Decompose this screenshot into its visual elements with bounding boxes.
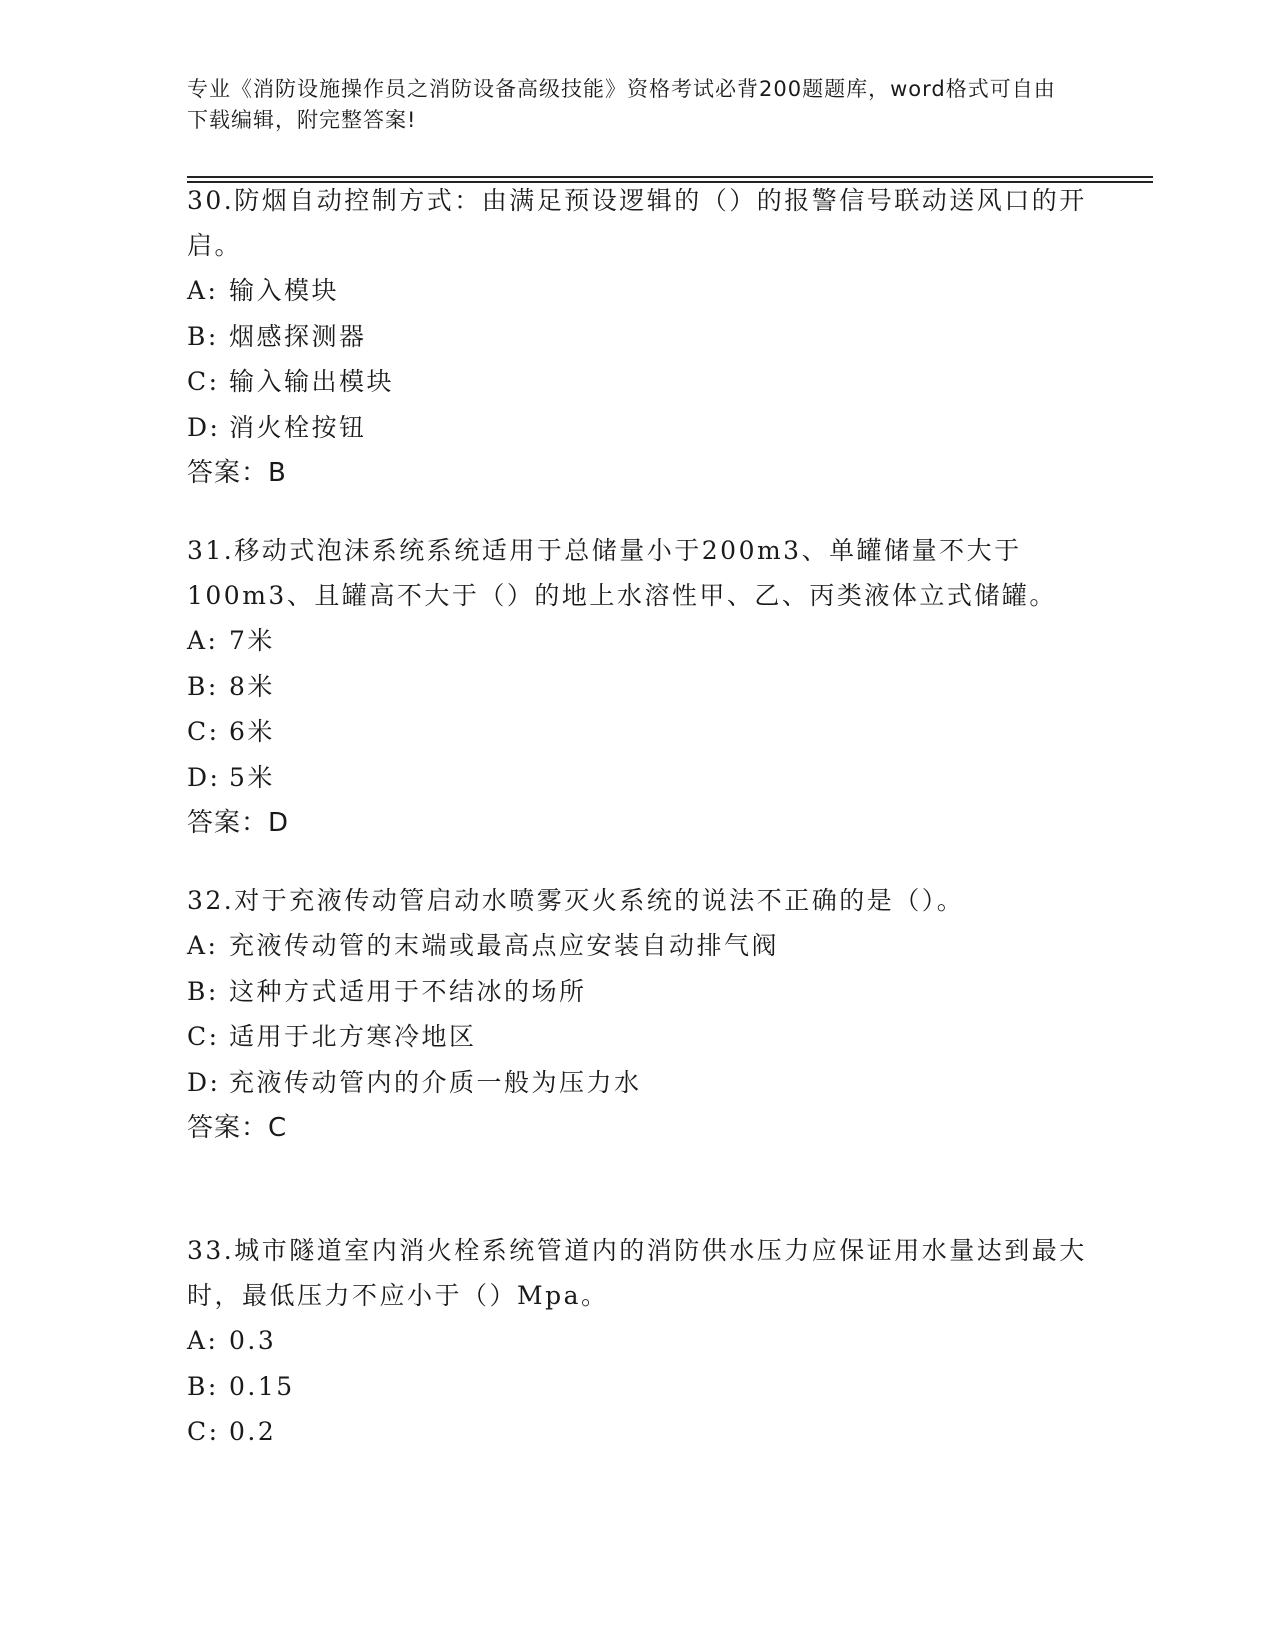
option-text: 充液传动管内的介质一般为压力水 bbox=[229, 1067, 642, 1097]
option-a bbox=[187, 618, 1087, 664]
option-text: 输入模块 bbox=[229, 276, 340, 305]
option-a bbox=[187, 268, 1087, 314]
option-letter: A: bbox=[187, 931, 219, 960]
option-b bbox=[187, 314, 1087, 360]
question-33 bbox=[187, 1228, 1087, 1455]
option-d bbox=[187, 405, 1087, 451]
option-letter: B: bbox=[187, 321, 219, 351]
option-letter: D: bbox=[187, 762, 221, 792]
option-text: 6米 bbox=[229, 717, 275, 746]
option-d bbox=[187, 755, 1087, 801]
option-letter: B: bbox=[187, 671, 219, 701]
option-text: 7米 bbox=[229, 626, 275, 655]
option-text: 充液传动管的末端或最高点应安装自动排气阀 bbox=[229, 931, 780, 960]
option-text: 8米 bbox=[229, 671, 275, 701]
option-letter: A: bbox=[187, 1326, 219, 1355]
question-30 bbox=[187, 178, 1087, 496]
option-text: 适用于北方寒冷地区 bbox=[229, 1022, 477, 1051]
answer-line: 答案：B bbox=[187, 458, 287, 488]
option-letter: B: bbox=[187, 976, 219, 1006]
answer-line: 答案：C bbox=[187, 1113, 288, 1143]
option-letter: C: bbox=[187, 367, 220, 396]
document-header: 专业《消防设施操作员之消防设备高级技能》资格考试必背200题题库，word格式可自由下载编辑，附完整答案! bbox=[187, 77, 1056, 132]
option-b bbox=[187, 664, 1087, 710]
option-letter: D: bbox=[187, 412, 221, 442]
option-c bbox=[187, 1014, 1087, 1060]
option-text: 0.2 bbox=[229, 1417, 277, 1446]
option-letter: D: bbox=[187, 1067, 221, 1097]
option-letter: C: bbox=[187, 1022, 220, 1051]
option-text: 输入输出模块 bbox=[229, 367, 395, 396]
option-letter: A: bbox=[187, 626, 219, 655]
option-letter: A: bbox=[187, 276, 219, 305]
option-text: 这种方式适用于不结冰的场所 bbox=[229, 976, 587, 1006]
question-31 bbox=[187, 528, 1087, 846]
question-stem: 32.对于充液传动管启动水喷雾灭火系统的说法不正确的是（）。 bbox=[187, 886, 965, 915]
option-c bbox=[187, 709, 1087, 755]
option-text: 0.3 bbox=[229, 1326, 277, 1355]
question-stem: 33.城市隧道室内消火栓系统管道内的消防供水压力应保证用水量达到最大时，最低压力不应小于（）Mpa。 bbox=[187, 1236, 1087, 1310]
option-a bbox=[187, 923, 1087, 969]
option-b bbox=[187, 969, 1087, 1015]
option-text: 5米 bbox=[229, 762, 275, 792]
option-b bbox=[187, 1364, 1087, 1410]
question-stem: 31.移动式泡沫系统系统适用于总储量小于200m3、单罐储量不大于100m3、且罐高不大于（）的地上水溶性甲、乙、丙类液体立式储罐。 bbox=[187, 536, 1057, 610]
question-32 bbox=[187, 878, 1087, 1151]
option-d bbox=[187, 1060, 1087, 1106]
option-letter: C: bbox=[187, 717, 220, 746]
option-a bbox=[187, 1318, 1087, 1364]
option-letter: B: bbox=[187, 1371, 219, 1401]
option-letter: C: bbox=[187, 1417, 220, 1446]
option-text: 消火栓按钮 bbox=[229, 412, 367, 442]
option-text: 烟感探测器 bbox=[229, 321, 367, 351]
option-c bbox=[187, 1409, 1087, 1455]
answer-line: 答案：D bbox=[187, 808, 290, 838]
question-stem: 30.防烟自动控制方式：由满足预设逻辑的（）的报警信号联动送风口的开启。 bbox=[187, 186, 1087, 260]
option-c bbox=[187, 359, 1087, 405]
option-text: 0.15 bbox=[229, 1371, 295, 1401]
